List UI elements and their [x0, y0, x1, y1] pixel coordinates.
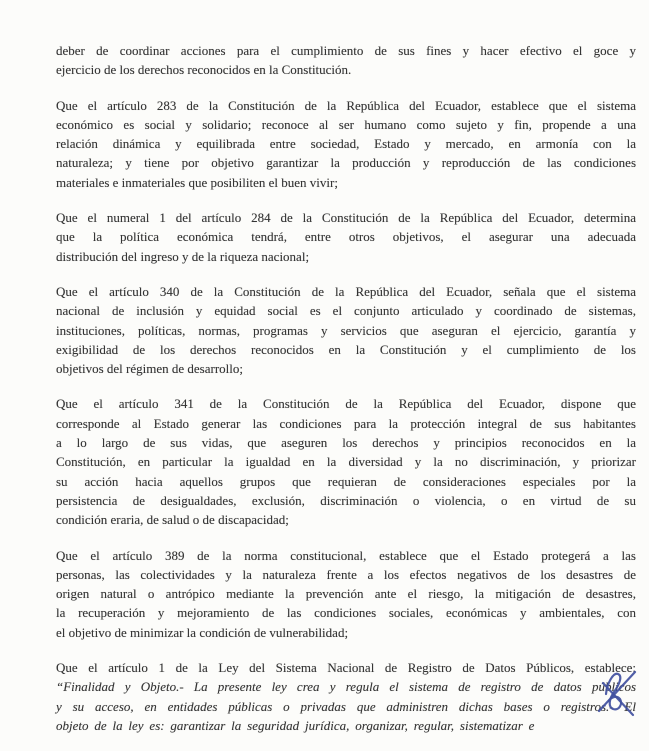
- signature-loop-stroke: [606, 674, 621, 710]
- text-line: personas, las colectividades y la naturaleza frente a los efectos negativos de los desastres de: [56, 566, 636, 582]
- handwritten-signature-paraph: [593, 666, 645, 718]
- text-line: nacional de inclusión y equidad social es el conjunto articulado y coordinado de sistemas,: [56, 303, 636, 319]
- text-line: que la política económica tendrá, entre otros objetivos, el asegurar una adecuada: [56, 229, 636, 245]
- text-line: objetivos del régimen de desarrollo;: [56, 361, 244, 377]
- text-line: naturaleza; y tiene por objetivo garantizar la producción y reproducción de las condiciones: [56, 155, 636, 171]
- text-line: Que el artículo 340 de la Constitución de la República del Ecuador, señala que el sistema: [56, 283, 636, 299]
- text-line: instituciones, políticas, normas, programas y servicios que aseguran el ejercicio, garantía y: [56, 322, 636, 338]
- text-line: su acción hacia aquellos grupos que requieran de consideraciones especiales por la: [56, 473, 636, 489]
- text-line: Que el numeral 1 del artículo 284 de la Constitución de la República del Ecuador, determina: [56, 210, 636, 226]
- document-text-block: [56, 31, 636, 751]
- text-line: Constitución, en particular la igualdad en la diversidad y la no discriminación, y priorizar: [56, 454, 636, 470]
- text-line: Que el artículo 389 de la norma constitucional, establece que el Estado protegerá a las: [56, 547, 636, 563]
- text-line: Que el artículo 341 de la Constitución de la República del Ecuador, dispone que: [56, 396, 636, 412]
- text-line: la recuperación y mejoramiento de las condiciones sociales, económicas y ambientales, con: [56, 605, 636, 621]
- text-line-quote: y su acceso, en entidades públicas o privadas que administren dichas bases o registros.- El: [56, 698, 636, 714]
- text-line: corresponde al Estado generar las condiciones para la protección integral de sus habitantes: [56, 415, 636, 431]
- text-line: Que el artículo 283 de la Constitución de la República del Ecuador, establece que el sistema: [56, 97, 636, 113]
- text-line: deber de coordinar acciones para el cumplimiento de sus fines y hacer efectivo el goce y: [56, 43, 636, 58]
- text-line: exigibilidad de los derechos reconocidos en la Constitución y el cumplimiento de los: [56, 341, 636, 357]
- text-line-quote: “Finalidad y Objeto.- La presente ley crea y regula el sistema de registro de datos públicos: [56, 679, 636, 695]
- text-line: persistencia de desigualdades, exclusión, discriminación o violencia, o en virtud de su: [56, 492, 636, 508]
- text-line: materiales e inmateriales que posibiliten el buen vivir;: [56, 174, 338, 190]
- text-line: a lo largo de sus vidas, que aseguren los derechos y principios reconocidos en la: [56, 435, 636, 451]
- text-line: Que el artículo 1 de la Ley del Sistema Nacional de Registro de Datos Públicos, establece:: [56, 660, 636, 676]
- text-line: económico es social y solidario; reconoce al ser humano como sujeto y fin, propende a una: [56, 116, 636, 132]
- text-line: origen natural o antrópico mediante la prevención ante el riesgo, la mitigación de desastres,: [56, 586, 636, 602]
- text-line: el objetivo de minimizar la condición de vulnerabilidad;: [56, 624, 349, 640]
- text-line: relación dinámica y equilibrada entre sociedad, Estado y mercado, en armonía con la: [56, 136, 636, 152]
- text-line: ejercicio de los derechos reconocidos en la Constitución.: [56, 62, 352, 78]
- signature-cross-stroke: [599, 672, 635, 711]
- text-line: distribución del ingreso y de la riqueza nacional;: [56, 248, 310, 264]
- text-line-quote: objeto de la ley es: garantizar la seguridad jurídica, organizar, regular, sistematizar e: [56, 717, 535, 733]
- text-line: condición eraria, de salud o de discapacidad;: [56, 512, 289, 528]
